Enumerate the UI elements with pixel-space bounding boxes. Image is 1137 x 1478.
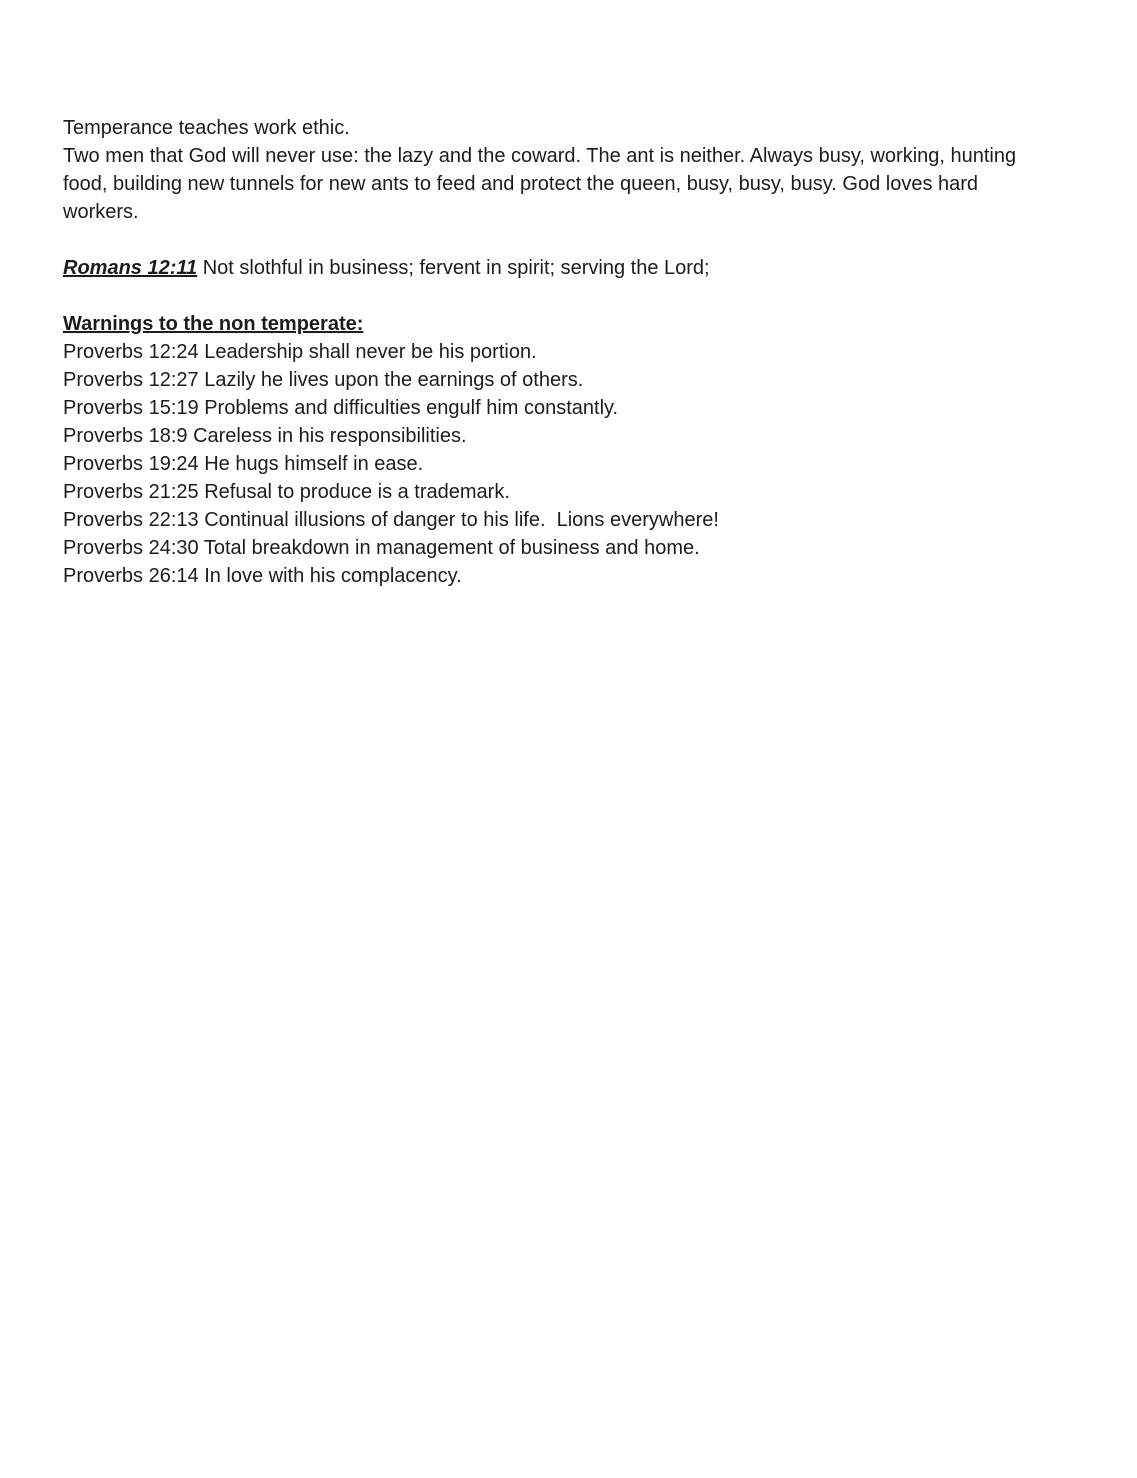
intro-line: Temperance teaches work ethic. [63,117,350,139]
intro-line: Two men that God will never use: the lazy and the coward. The ant is neither. Always busy, working, hunting [63,145,1017,167]
warning-item: Proverbs 24:30 Total breakdown in management of business and home. [63,537,700,559]
warning-item: Proverbs 21:25 Refusal to produce is a trademark. [63,481,510,503]
warning-item: Proverbs 18:9 Careless in his responsibilities. [63,425,467,447]
warnings-section [63,310,1075,590]
warning-item: Proverbs 26:14 In love with his complacency. [63,565,462,587]
warning-item: Proverbs 19:24 He hugs himself in ease. [63,453,424,475]
intro-paragraph [63,114,1075,226]
document-content [63,114,1075,590]
warning-item: Proverbs 22:13 Continual illusions of danger to his life. Lions everywhere! [63,509,719,531]
scripture-reference: Romans 12:11 [63,257,198,279]
intro-line: food, building new tunnels for new ants to feed and protect the queen, busy, busy, busy. God loves hard [63,173,979,195]
scripture-text: Not slothful in business; fervent in spirit; serving the Lord; [197,257,710,279]
warnings-heading: Warnings to the non temperate: [63,313,364,335]
warning-item: Proverbs 12:24 Leadership shall never be his portion. [63,341,537,363]
romans-paragraph [63,254,1075,282]
warning-item: Proverbs 15:19 Problems and difficulties engulf him constantly. [63,397,619,419]
warning-item: Proverbs 12:27 Lazily he lives upon the earnings of others. [63,369,584,391]
intro-line: workers. [63,201,139,223]
